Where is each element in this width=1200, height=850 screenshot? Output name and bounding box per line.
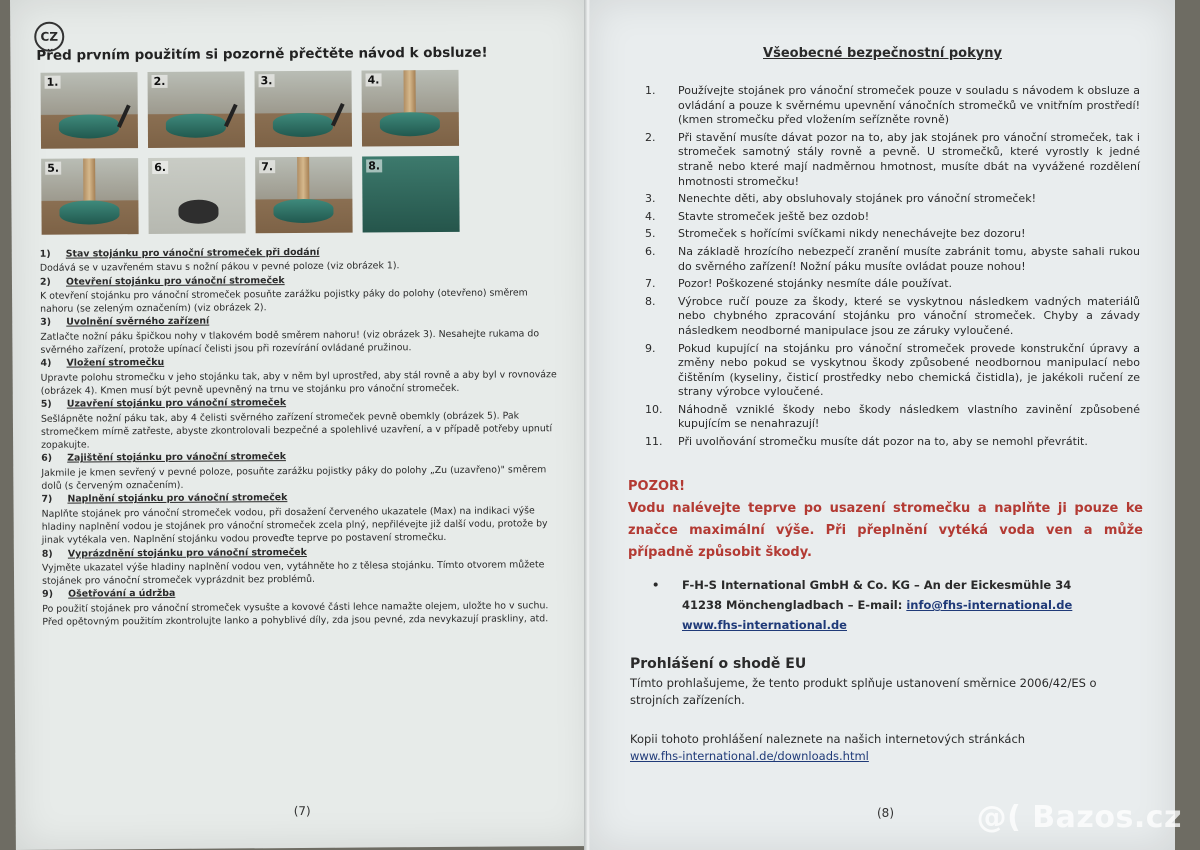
warning-text: Vodu nalévejte teprve po usazení stromečku a naplňte ji pouze ke značce maximální výše. Při přeplnění vytéká voda ven a může případně způsobit škody. [628,501,1143,560]
instruction-title: Uzavření stojánku pro vánoční stromeček [66,397,287,410]
photo-label: 4. [367,73,380,87]
photo-label: 7. [261,160,274,174]
safety-rule [645,210,1140,225]
instruction-title: Vložení stromečku [66,357,165,369]
right-page [590,0,1175,850]
photo-label: 8. [368,159,381,173]
instruction-body: Po použití stojánek pro vánoční stromeček vysušte a kovové části lehce namažte olejem, uložte ho v suchu. Před opětovným použitím zkontrolujte lanko a pohyblivé díly, zda jsou pevné, zda nevykazují praskliny, atd. [42,599,549,628]
warning-title: POZOR! [628,479,685,494]
photo-step-2 [148,71,246,148]
instruction-title: Vyprázdnění stojánku pro vánoční stromeček [67,546,307,560]
photo-grid [41,70,467,237]
rule-text: Pokud kupující na stojánku pro vánoční stromeček provede konstrukční úpravy a změny nebo pokud se vyskytnou škody způsobené neodbornou manipulací nebo čištěním (kyseliny, čisticí prostředky nebo chemická čistidla), je jakékoli ručení ze strany výrobce vyloučené. [678,341,1140,399]
instruction-item [41,490,561,548]
instruction-item [40,244,560,275]
safety-rule [645,245,1140,274]
website-link[interactable]: www.fhs-international.de [682,618,847,632]
language-badge: CZ [34,22,64,52]
instruction-item [40,354,560,399]
address-line-1: F-H-S International GmbH & Co. KG – An der Eickesmühle 34 [682,578,1072,592]
photo-label: 1. [46,75,59,89]
rule-text: Při uvolňování stromečku musíte dát pozor na to, aby se nemohl převrátit. [678,435,1088,449]
instruction-number: 7) [41,494,53,506]
safety-rule [645,403,1140,432]
photo-step-4 [362,70,460,147]
rule-text: Při stavění musíte dávat pozor na to, aby jak stojánek pro vánoční stromeček, tak i stromeček samotný stály rovně a pevně. U stromečků, které vyrostly k jedné straně nebo které mají nadměrnou hmotnost, musíte dbát na vyvážené rozdělení hmotnosti stromečku! [678,130,1140,188]
photo-label: 6. [154,160,167,174]
instruction-number: 8) [41,548,53,560]
instruction-body: Upravte polohu stromečku v jeho stojánku tak, aby v něm byl uprostřed, aby stál rovně a aby byl v rovnováze (obrázek 4). Kmen musí být pevně upevněný na trnu ve stojánku pro vánoční stromeček. [40,368,557,397]
rule-text: Stromeček s hořícími svíčkami nikdy nenechávejte bez dozoru! [678,227,1026,241]
instruction-item [40,272,560,317]
safety-rule [645,131,1140,189]
photo-step-3 [255,71,353,148]
instruction-body: Vyjměte ukazatel výše hladiny naplnění vodou ven, vytáhněte ho z tělesa stojánku. Tímto otvorem můžete stojánek pro vánoční stromeček vyprázdnit bez problémů. [41,559,545,587]
instruction-body: Dodává se v uzavřeném stavu s nožní pákou v pevné poloze (viz obrázek 1). [39,260,400,275]
instruction-body: Naplňte stojánek pro vánoční stromeček vodou, při dosažení červeného ukazatele (Max) na indikaci výše hladiny naplnění vodou je stojánek pro vánoční stromeček zcela plný, nepřilévejte již další vodu, protože by jinak vytékala ven. Naplnění stojánku vodou proveďte teprve po postavení stromečku. [41,504,548,547]
photo-label: 5. [47,161,60,175]
rule-text: Nenechte děti, aby obsluhovaly stojánek pro vánoční stromeček! [678,192,1036,206]
instruction-title: Uvolnění svěrného zařízení [66,316,210,329]
photo-step-8 [362,156,460,233]
warning-block [628,476,1143,564]
safety-rule [645,435,1140,450]
rule-number: 1. [645,84,656,97]
instruction-number: 5) [40,398,52,411]
rule-number: 6. [645,244,656,258]
instruction-number: 1) [39,248,51,260]
rule-number: 4. [645,209,656,223]
photo-step-1 [41,72,139,149]
safety-rule [645,342,1140,400]
rule-number: 3. [645,192,656,206]
instruction-title: Naplnění stojánku pro vánoční stromeček [67,492,288,505]
safety-title: Všeobecné bezpečnostní pokyny [763,46,1002,61]
conformity-section [630,656,1140,765]
instruction-body: Sešlápněte nožní páku tak, aby 4 čelisti svěrného zařízení stromeček pevně obemkly (obrázek 5). Pak stromečkem mírně zatřeste, abyste zkontrolovali bezpečné a spolehlivé uzavření, a v případě potřeby upnutí zopakujte. [40,410,553,451]
instruction-number: 3) [40,317,52,329]
bullet-icon: • [652,578,660,592]
instruction-number: 6) [41,453,53,465]
page-number-right: (8) [877,806,894,820]
rule-text: Používejte stojánek pro vánoční stromeček pouze v souladu s návodem k obsluze a ovládání a pouze k svěrnému upevnění vánočních stromečků ve vnitřním prostředí! (kmen stromečku před vložením seřízněte rovně) [678,84,1140,127]
conformity-text: Tímto prohlašujeme, že tento produkt splňuje ustanovení směrnice 2006/42/ES o strojních zařízeních. [630,676,1097,707]
download-text: Kopii tohoto prohlášení naleznete na našich internetových stránkách [630,732,1026,746]
instruction-item [41,449,561,494]
instruction-item [40,313,560,358]
rule-text: Pozor! Poškozené stojánky nesmíte dále používat. [678,277,953,291]
instruction-body: Zatlačte nožní páku špičkou nohy v tlakovém bodě směrem nahoru! (viz obrázek 3). Nesahejte rukama do svěrného zařízení, protože upínací čelisti jsou při rozevírání ovládané pružinou. [40,328,540,356]
rule-text: Výrobce ručí pouze za škody, které se vyskytnou následkem vadných materiálů nebo chybného zpracování stojánku pro vánoční stromeček. Chyby a závady následkem neodborné manipulace jsou ze záruky vyloučené. [678,294,1140,337]
photo-step-7 [255,157,353,234]
photo-label: 3. [260,74,273,88]
instruction-item [42,544,562,589]
rule-number: 9. [645,341,656,355]
instruction-list [40,244,563,629]
watermark-logo: @( Bazos.cz [976,800,1182,835]
company-address [652,575,1132,635]
instruction-title: Stav stojánku pro vánoční stromeček při dodání [65,246,320,260]
instruction-title: Zajištění stojánku pro vánoční stromeček [67,451,286,465]
instruction-body: K otevření stojánku pro vánoční stromeček posuňte zarážku pojistky páky do polohy (otevřeno) směrem nahoru (se zeleným označením) (viz obrázek 2). [40,287,528,315]
left-page [10,0,593,850]
instruction-number: 2) [39,276,51,288]
safety-rule [645,84,1140,128]
rule-number: 7. [645,277,656,291]
rule-number: 2. [645,130,656,144]
safety-rules-list [645,84,1140,453]
rule-number: 5. [645,227,656,241]
rule-text: Stavte stromeček ještě bez ozdob! [678,209,870,223]
rule-number: 8. [645,294,656,308]
rule-text: Na základě hrozícího nebezpečí zranění musíte zabránit tomu, abyste sahali rukou do svěrného zařízení! Nožní páku musíte ovládat pouze nohou! [678,244,1140,273]
safety-rule [645,295,1140,339]
instruction-number: 4) [40,358,52,370]
safety-rule [645,227,1140,242]
instruction-item [41,394,561,452]
conformity-title: Prohlášení o shodě EU [630,656,807,672]
instruction-title: Ošetřování a údržba [68,588,176,601]
photo-label: 2. [153,74,166,88]
left-heading: Před prvním použitím si pozorně přečtěte návod k obsluze! [36,44,488,64]
address-line-2: 41238 Mönchengladbach – E-mail: [682,598,907,612]
page-number-left: (7) [293,803,311,819]
instruction-body: Jakmile je kmen sevřený v pevné poloze, posuňte zarážku pojistky páky do polohy „Zu (uzavřeno)" směrem dolů (s červeným označením). [41,464,547,492]
email-link[interactable]: info@fhs-international.de [906,598,1073,612]
instruction-title: Otevření stojánku pro vánoční stromeček [65,274,285,288]
instruction-number: 9) [42,589,54,601]
photo-step-5 [41,158,139,235]
safety-rule [645,192,1140,207]
photo-step-6 [148,157,246,234]
download-link[interactable]: www.fhs-international.de/downloads.html [630,749,869,763]
instruction-item [42,585,562,630]
rule-number: 10. [645,402,663,416]
rule-number: 11. [645,435,663,449]
rule-text: Náhodně vzniklé škody nebo škody následkem vlastního zavinění způsobené kupujícím se nenahrazují! [678,402,1140,431]
safety-rule [645,277,1140,292]
